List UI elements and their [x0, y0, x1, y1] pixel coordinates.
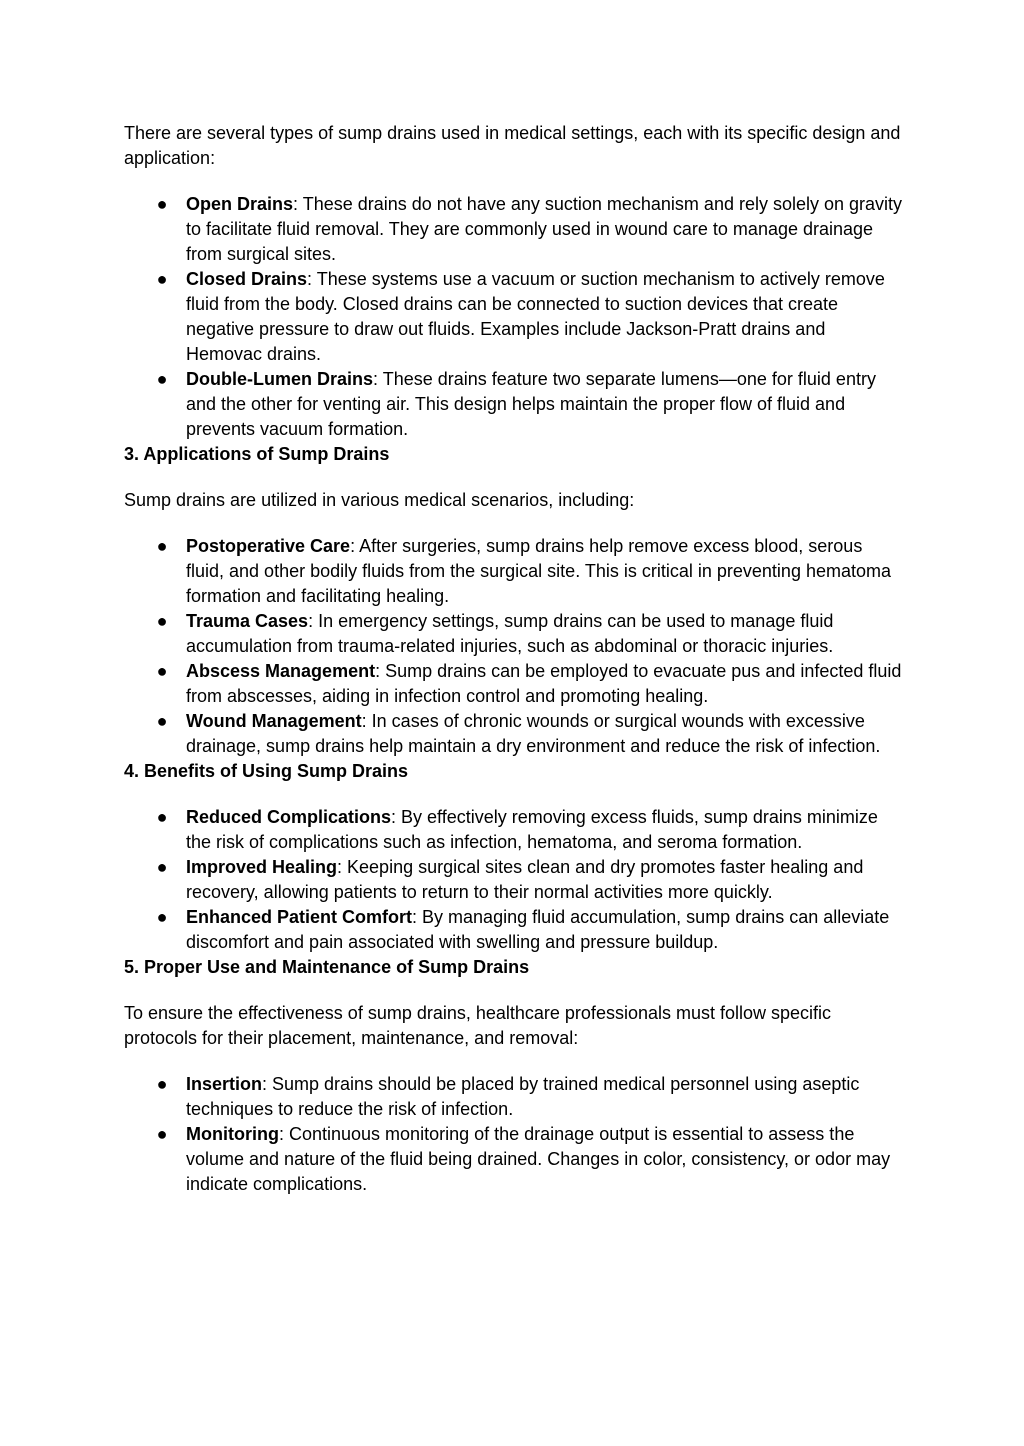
list-item-desc: : By managing fluid accumulation, sump drains can alleviate discomfort and pain associated with swelling and pressure buildup.: [186, 907, 890, 952]
list-item-desc: : In cases of chronic wounds or surgical wounds with excessive drainage, sump drains help maintain a dry environment and reduce the risk of infection.: [186, 711, 881, 756]
list-item-term: Double-Lumen Drains: [186, 369, 374, 389]
list-item: [156, 1072, 904, 1122]
list-item-desc: : These systems use a vacuum or suction mechanism to actively remove fluid from the body. Closed drains can be connected to suction devices that create negative pressure to draw out fluids. Examples include Jackson-Pratt drains and Hemovac drains.: [186, 269, 885, 364]
bullet-icon: ●: [156, 857, 168, 877]
list-item: [156, 709, 904, 759]
list-item: [156, 805, 904, 855]
list-item-term: Wound Management: [186, 711, 362, 731]
list-item-desc: : After surgeries, sump drains help remove excess blood, serous fluid, and other bodily fluids from the surgical site. This is critical in preventing hematoma formation and facilitating healing.: [186, 536, 891, 606]
list-item-desc: : Sump drains can be employed to evacuate pus and infected fluid from abscesses, aiding in infection control and promoting healing.: [186, 661, 902, 706]
list-item-desc: : Continuous monitoring of the drainage output is essential to assess the volume and nature of the fluid being drained. Changes in color, consistency, or odor may indicate complications.: [186, 1124, 891, 1194]
list-item-term: Closed Drains: [186, 269, 308, 289]
list-item-term: Reduced Complications: [186, 807, 392, 827]
bullet-icon: ●: [156, 711, 168, 731]
list-item-term: Improved Healing: [186, 857, 338, 877]
list-item-term: Enhanced Patient Comfort: [186, 907, 413, 927]
maintenance-list: [124, 1072, 904, 1197]
list-item-desc: : These drains feature two separate lumens—one for fluid entry and the other for venting air. This design helps maintain the proper flow of fluid and prevents vacuum formation.: [186, 369, 876, 439]
section-heading-maintenance: 5. Proper Use and Maintenance of Sump Drains: [124, 957, 530, 977]
list-item-desc: : By effectively removing excess fluids, sump drains minimize the risk of complications such as infection, hematoma, and seroma formation.: [186, 807, 878, 852]
list-item-term: Open Drains: [186, 194, 294, 214]
section-heading-applications: 3. Applications of Sump Drains: [124, 444, 390, 464]
list-item-term: Monitoring: [186, 1124, 279, 1144]
list-item-term: Postoperative Care: [186, 536, 351, 556]
list-item: [156, 609, 904, 659]
list-item-term: Abscess Management: [186, 661, 376, 681]
list-item: [156, 267, 904, 367]
list-item-desc: : Sump drains should be placed by trained medical personnel using aseptic techniques to reduce the risk of infection.: [186, 1074, 860, 1119]
list-item-desc: : These drains do not have any suction mechanism and rely solely on gravity to facilitate fluid removal. They are commonly used in wound care to manage drainage from surgical sites.: [186, 194, 903, 264]
list-item: [156, 534, 904, 609]
list-item: [156, 1122, 904, 1197]
maintenance-intro: To ensure the effectiveness of sump drains, healthcare professionals must follow specific protocols for their placement, maintenance, and removal:: [124, 1003, 832, 1048]
drain-types-list: [124, 192, 904, 442]
intro-paragraph: There are several types of sump drains used in medical settings, each with its specific design and application:: [124, 123, 901, 168]
list-item: [156, 855, 904, 905]
applications-list: [124, 534, 904, 759]
bullet-icon: ●: [156, 661, 168, 681]
list-item: [156, 367, 904, 442]
list-item-desc: : Keeping surgical sites clean and dry promotes faster healing and recovery, allowing patients to return to their normal activities more quickly.: [186, 857, 864, 902]
bullet-icon: ●: [156, 194, 168, 214]
benefits-list: [124, 805, 904, 955]
bullet-icon: ●: [156, 536, 168, 556]
bullet-icon: ●: [156, 1124, 168, 1144]
list-item: [156, 659, 904, 709]
bullet-icon: ●: [156, 807, 168, 827]
list-item: [156, 192, 904, 267]
applications-intro: Sump drains are utilized in various medical scenarios, including:: [124, 490, 635, 510]
section-heading-benefits: 4. Benefits of Using Sump Drains: [124, 761, 409, 781]
bullet-icon: ●: [156, 369, 168, 389]
list-item: [156, 905, 904, 955]
bullet-icon: ●: [156, 907, 168, 927]
bullet-icon: ●: [156, 269, 168, 289]
bullet-icon: ●: [156, 611, 168, 631]
bullet-icon: ●: [156, 1074, 168, 1094]
list-item-term: Insertion: [186, 1074, 263, 1094]
list-item-desc: : In emergency settings, sump drains can be used to manage fluid accumulation from trauma-related injuries, such as abdominal or thoracic injuries.: [186, 611, 834, 656]
list-item-term: Trauma Cases: [186, 611, 309, 631]
